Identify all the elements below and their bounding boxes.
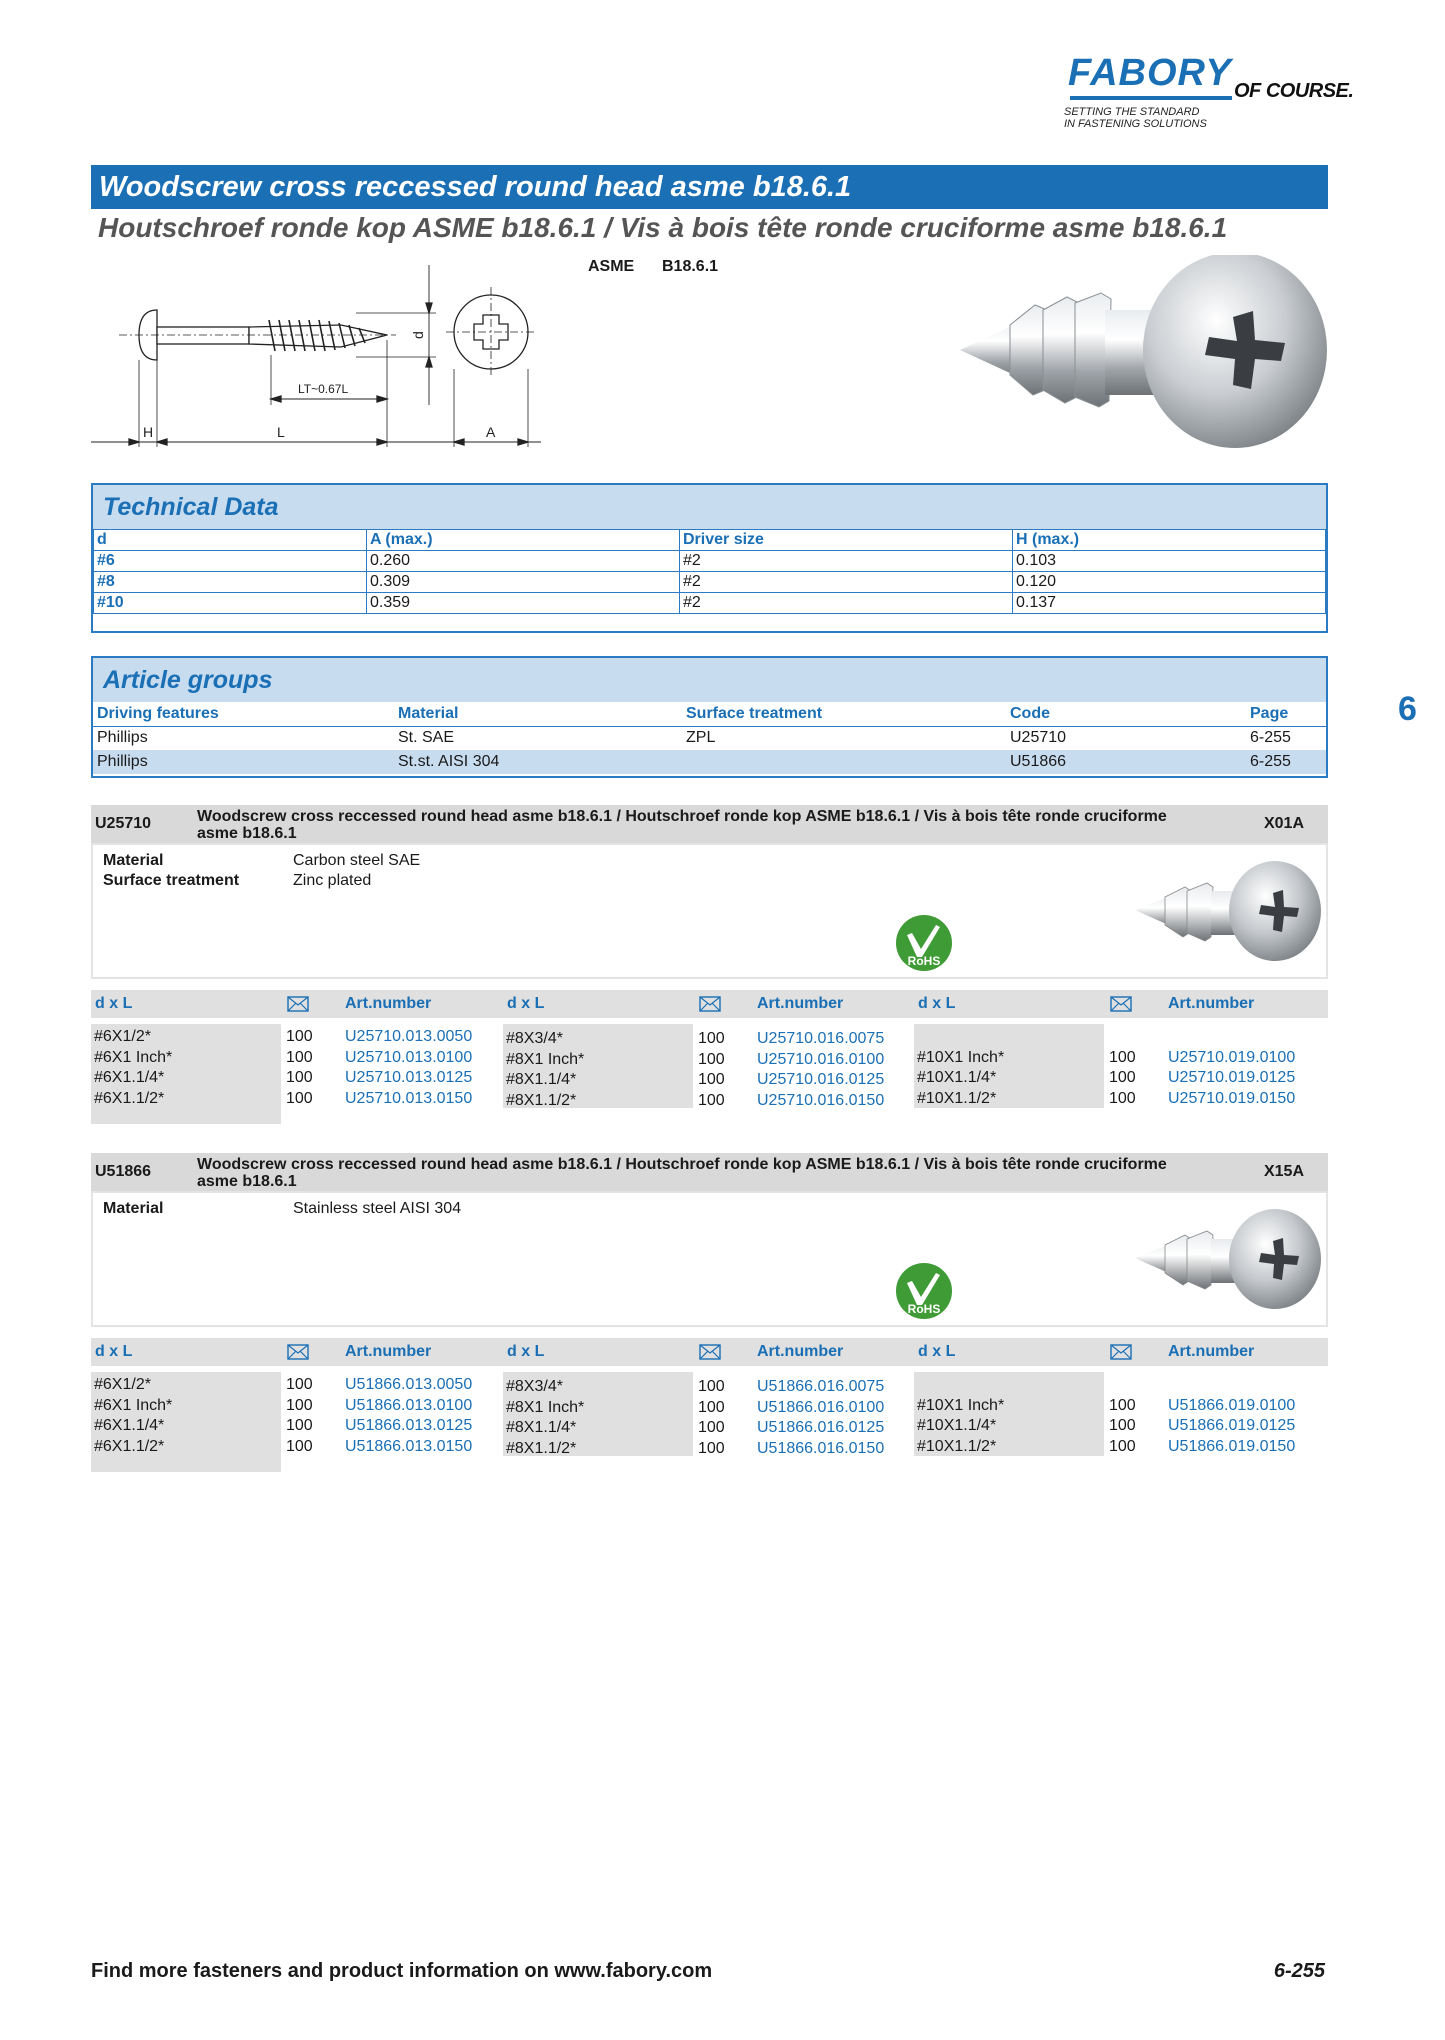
logo-tagline-1: SETTING THE STANDARD <box>1064 106 1200 118</box>
article-number-link[interactable]: U51866.013.0100 <box>345 1396 473 1414</box>
quantity-cell: 100 <box>698 1419 725 1436</box>
quantity-cell: 100 <box>286 1048 313 1066</box>
page-number: 6-255 <box>1273 1960 1325 1982</box>
size-cell: #10X1 Inch* <box>917 1396 1005 1414</box>
column-header: Page <box>1246 702 1326 726</box>
column-header-art: Art.number <box>757 1343 844 1360</box>
product-property <box>103 1199 461 1219</box>
article-number-link[interactable]: U51866.013.0050 <box>345 1376 473 1393</box>
article-number-link[interactable]: U25710.016.0100 <box>757 1050 885 1068</box>
column-header-dxl: d x L <box>507 1343 545 1360</box>
table-cell: St. SAE <box>398 729 455 747</box>
table-cell: #2 <box>680 593 1013 614</box>
table-cell <box>682 750 1006 774</box>
table-row <box>93 726 1326 750</box>
screw-photo <box>955 255 1335 460</box>
column-header: Driving features <box>93 702 394 726</box>
article-number-link[interactable]: U25710.019.0150 <box>1168 1089 1296 1107</box>
product-details-panel <box>91 843 1328 979</box>
column-header-art: Art.number <box>345 1343 432 1360</box>
column-header-dxl: d x L <box>95 1343 133 1360</box>
standard-value: B18.6.1 <box>662 258 719 275</box>
logo-tagline <box>1064 106 1207 130</box>
logo-course: OF COURSE. <box>1234 80 1354 102</box>
size-cell: #6X1.1/4* <box>94 1417 165 1434</box>
property-label: Material <box>103 1200 164 1217</box>
article-number-link[interactable]: U25710.013.0100 <box>345 1048 473 1066</box>
column-header: Material <box>394 702 682 726</box>
rohs-badge-icon <box>894 1261 954 1321</box>
article-table-header <box>91 1338 1328 1366</box>
article-number-link[interactable]: U25710.013.0125 <box>345 1069 473 1086</box>
package-quantity-icon <box>287 996 309 1012</box>
product-header-bar <box>91 805 1328 843</box>
standard-label: ASME <box>588 258 635 275</box>
column-header-dxl: d x L <box>507 995 545 1012</box>
table-cell: 0.260 <box>367 551 680 572</box>
property-label: Material <box>103 852 164 869</box>
article-number-link[interactable]: U25710.016.0075 <box>757 1030 885 1047</box>
package-quantity-icon <box>287 1344 309 1360</box>
column-header-dxl: d x L <box>95 995 133 1012</box>
size-cell: #10X1.1/4* <box>917 1417 997 1434</box>
package-quantity-icon <box>1110 1344 1132 1360</box>
rohs-badge-icon <box>894 913 954 973</box>
table-header-row <box>94 530 1326 551</box>
column-header: Surface treatment <box>682 702 1006 726</box>
drawing-label-d: d <box>410 331 426 339</box>
property-value: Zinc plated <box>293 872 372 889</box>
table-cell: 6-255 <box>1246 750 1326 774</box>
quantity-cell: 100 <box>1109 1089 1136 1107</box>
table-cell: #8 <box>94 572 367 593</box>
column-header: d <box>94 530 367 551</box>
table-cell: Phillips <box>93 750 394 774</box>
column-header-art: Art.number <box>1168 1343 1255 1360</box>
fabory-logo <box>1060 52 1360 134</box>
size-cell: #10X1.1/4* <box>917 1069 997 1086</box>
article-groups-table <box>93 702 1326 774</box>
technical-drawing <box>91 255 561 455</box>
quantity-cell: 100 <box>1109 1437 1136 1455</box>
screw-thumbnail <box>1133 855 1323 965</box>
chapter-tab: 6 <box>1398 690 1417 728</box>
quantity-cell: 100 <box>286 1069 313 1086</box>
article-number-link[interactable]: U51866.019.0150 <box>1168 1437 1296 1455</box>
size-cell: #8X1 Inch* <box>506 1050 585 1068</box>
table-cell: 0.359 <box>367 593 680 614</box>
size-cell: #10X1.1/2* <box>917 1437 997 1455</box>
table-row <box>94 572 1326 593</box>
svg-text:RoHS: RoHS <box>907 954 941 968</box>
column-header-art: Art.number <box>1168 995 1255 1012</box>
table-cell: #2 <box>680 572 1013 593</box>
product-description: Woodscrew cross reccessed round head asme b18.6.1 / Houtschroef ronde kop ASME b18.6.1 / Vis à bois tête ronde cruciforme asme b18.6.1 <box>197 1156 1167 1190</box>
table-row <box>94 551 1326 572</box>
table-header-row <box>93 702 1326 726</box>
table-cell: 0.103 <box>1013 551 1326 572</box>
size-cell: #8X3/4* <box>506 1378 563 1395</box>
size-cell: #8X1.1/2* <box>506 1091 577 1109</box>
packaging-code: X01A <box>1263 815 1304 832</box>
table-cell: #6 <box>94 551 367 572</box>
size-cell: #6X1/2* <box>94 1028 151 1045</box>
article-number-link[interactable]: U51866.019.0125 <box>1168 1417 1296 1434</box>
quantity-cell: 100 <box>1109 1396 1136 1414</box>
logo-brand: FABORY <box>1068 52 1232 94</box>
size-cell: #6X1 Inch* <box>94 1048 173 1066</box>
quantity-cell: 100 <box>698 1091 725 1109</box>
product-property <box>103 871 371 891</box>
article-number-link[interactable]: U25710.013.0050 <box>345 1028 473 1045</box>
article-number-link[interactable]: U51866.016.0150 <box>757 1439 885 1457</box>
article-number-link[interactable]: U25710.019.0125 <box>1168 1069 1296 1086</box>
quantity-cell: 100 <box>286 1396 313 1414</box>
column-header-dxl: d x L <box>918 995 956 1012</box>
quantity-cell: 100 <box>1109 1048 1136 1066</box>
quantity-cell: 100 <box>286 1028 313 1045</box>
quantity-cell: 100 <box>1109 1069 1136 1086</box>
product-code: U25710 <box>95 815 152 832</box>
column-header-art: Art.number <box>757 995 844 1012</box>
table-cell: U25710 <box>1010 729 1067 747</box>
table-cell: 6-255 <box>1250 729 1291 747</box>
quantity-cell: 100 <box>698 1050 725 1068</box>
size-cell: #6X1/2* <box>94 1376 151 1393</box>
table-cell: 0.137 <box>1013 593 1326 614</box>
size-cell: #8X1.1/4* <box>506 1419 577 1436</box>
page-title: Woodscrew cross reccessed round head asme b18.6.1 <box>91 165 1328 209</box>
column-header: Driver size <box>680 530 1013 551</box>
table-cell: U51866 <box>1006 750 1246 774</box>
product-details-panel <box>91 1191 1328 1327</box>
quantity-cell: 100 <box>1109 1417 1136 1434</box>
technical-data-table <box>93 529 1326 614</box>
size-cell: #8X1.1/2* <box>506 1439 577 1457</box>
size-cell: #8X1.1/4* <box>506 1071 577 1088</box>
article-number-link[interactable]: U25710.016.0150 <box>757 1091 885 1109</box>
column-header-dxl: d x L <box>918 1343 956 1360</box>
article-number-link[interactable]: U51866.016.0125 <box>757 1419 885 1436</box>
product-property <box>103 851 420 871</box>
article-groups-heading: Article groups <box>93 658 1326 702</box>
table-cell: ZPL <box>686 729 716 747</box>
logo-tagline-2: IN FASTENING SOLUTIONS <box>1064 118 1207 130</box>
article-number-link[interactable]: U51866.019.0100 <box>1168 1396 1296 1414</box>
footer-text: Find more fasteners and product information on www.fabory.com <box>91 1960 713 1982</box>
table-row <box>93 750 1326 774</box>
size-cell: #8X1 Inch* <box>506 1398 585 1416</box>
package-quantity-icon <box>1110 996 1132 1012</box>
product-code: U51866 <box>95 1163 152 1180</box>
quantity-cell: 100 <box>286 1089 313 1107</box>
product-description: Woodscrew cross reccessed round head asme b18.6.1 / Houtschroef ronde kop ASME b18.6.1 / Vis à bois tête ronde cruciforme asme b18.6.1 <box>197 808 1167 842</box>
article-number-link[interactable]: U51866.016.0100 <box>757 1398 885 1416</box>
column-header: H (max.) <box>1013 530 1326 551</box>
property-label: Surface treatment <box>103 872 240 889</box>
page-subtitle: Houtschroef ronde kop ASME b18.6.1 / Vis à bois tête ronde cruciforme asme b18.6.1 <box>98 212 1228 243</box>
drawing-label-h: H <box>143 424 154 440</box>
table-cell: Phillips <box>97 729 148 747</box>
technical-data-heading: Technical Data <box>93 485 1326 529</box>
drawing-label-l: L <box>277 424 285 440</box>
size-cell: #6X1 Inch* <box>94 1396 173 1414</box>
article-number-link[interactable]: U51866.013.0150 <box>345 1437 473 1455</box>
quantity-cell: 100 <box>698 1071 725 1088</box>
quantity-cell: 100 <box>698 1378 725 1395</box>
article-number-link[interactable]: U25710.016.0125 <box>757 1071 885 1088</box>
article-table-header <box>91 990 1328 1018</box>
packaging-code: X15A <box>1263 1163 1304 1180</box>
quantity-cell: 100 <box>286 1417 313 1434</box>
size-cell: #6X1.1/4* <box>94 1069 165 1086</box>
size-cell: #6X1.1/2* <box>94 1437 165 1455</box>
column-header-art: Art.number <box>345 995 432 1012</box>
quantity-cell: 100 <box>698 1030 725 1047</box>
quantity-cell: 100 <box>698 1439 725 1457</box>
quantity-cell: 100 <box>286 1437 313 1455</box>
column-header: A (max.) <box>367 530 680 551</box>
article-number-link[interactable]: U25710.013.0150 <box>345 1089 473 1107</box>
property-value: Carbon steel SAE <box>293 852 421 869</box>
table-cell: 0.309 <box>367 572 680 593</box>
logo-rule <box>1070 96 1232 100</box>
size-cell: #10X1 Inch* <box>917 1048 1005 1066</box>
table-cell: St.st. AISI 304 <box>394 750 682 774</box>
quantity-cell: 100 <box>286 1376 313 1393</box>
article-groups-section <box>91 656 1328 778</box>
table-row <box>94 593 1326 614</box>
package-quantity-icon <box>699 996 721 1012</box>
article-number-link[interactable]: U51866.016.0075 <box>757 1378 885 1395</box>
screw-thumbnail <box>1133 1203 1323 1313</box>
package-quantity-icon <box>699 1344 721 1360</box>
size-cell: #10X1.1/2* <box>917 1089 997 1107</box>
table-cell: 0.120 <box>1013 572 1326 593</box>
svg-text:RoHS: RoHS <box>907 1302 941 1316</box>
size-cell: #8X3/4* <box>506 1030 563 1047</box>
property-value: Stainless steel AISI 304 <box>293 1200 462 1217</box>
quantity-cell: 100 <box>698 1398 725 1416</box>
table-cell: #10 <box>94 593 367 614</box>
size-cell: #6X1.1/2* <box>94 1089 165 1107</box>
drawing-label-a: A <box>486 424 496 440</box>
product-header-bar <box>91 1153 1328 1191</box>
article-number-link[interactable]: U51866.013.0125 <box>345 1417 473 1434</box>
table-cell: #2 <box>680 551 1013 572</box>
column-header: Code <box>1006 702 1246 726</box>
article-number-link[interactable]: U25710.019.0100 <box>1168 1048 1296 1066</box>
drawing-label-lt: LT~0.67L <box>298 382 349 396</box>
technical-data-section <box>91 483 1328 633</box>
